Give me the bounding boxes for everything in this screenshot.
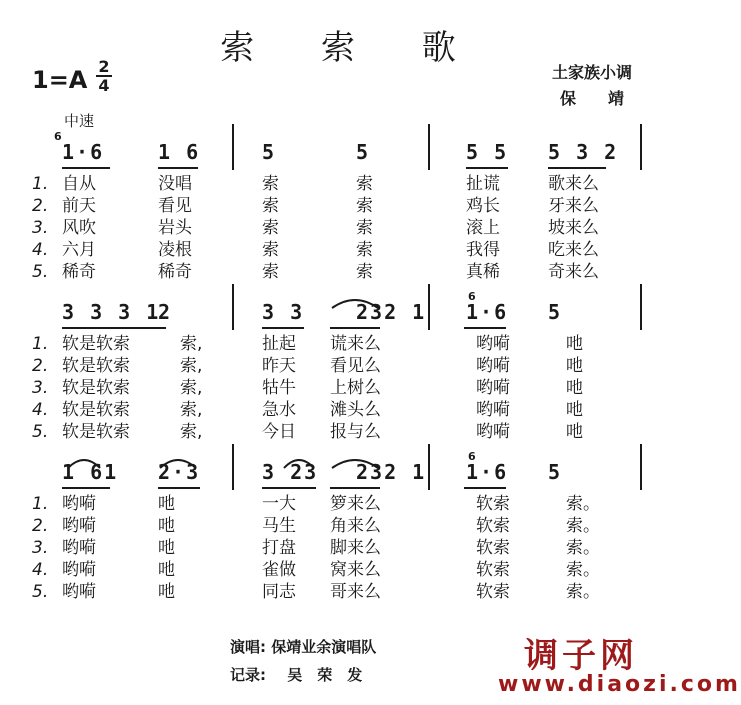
- lyric-text: 稀奇: [158, 262, 192, 282]
- lyric-text: 软是软索: [62, 400, 130, 420]
- lyric-text: 同志: [262, 582, 296, 602]
- grace-note: 6: [468, 290, 476, 303]
- lyric-text: 吃来么: [548, 240, 599, 260]
- note-group: 2·3: [158, 460, 201, 484]
- note-group: 232 1: [356, 300, 427, 324]
- lyric-text: 牯牛: [262, 378, 296, 398]
- bar-line: [428, 284, 430, 330]
- lyric-text: 我得: [466, 240, 500, 260]
- lyric-text: 软是软索: [62, 334, 130, 354]
- lyric-text: 软索: [476, 582, 510, 602]
- lyric-text: 角来么: [330, 516, 381, 536]
- bar-line: [640, 444, 642, 490]
- lyric-text: 风吹: [62, 218, 96, 238]
- slur-mark: [158, 456, 198, 470]
- song-title: 索 索 歌: [220, 28, 484, 68]
- lyric-text: 看见: [158, 196, 192, 216]
- note-group: 5: [262, 140, 277, 164]
- verse-number: 3.: [32, 538, 49, 558]
- note-group: 5 3 2: [548, 140, 619, 164]
- lyric-text: 索。: [566, 582, 600, 602]
- lyric-text: 上树么: [330, 378, 381, 398]
- lyric-text: 一大: [262, 494, 296, 514]
- lyric-text: 索: [262, 262, 279, 282]
- lyric-text: 歌来么: [548, 174, 599, 194]
- lyric-text: 吔: [158, 560, 175, 580]
- lyric-text: 窝来么: [330, 560, 381, 580]
- lyric-text: 扯谎: [466, 174, 500, 194]
- note-group: 232 1: [356, 460, 427, 484]
- singer-label: 演唱:: [230, 638, 266, 656]
- note-group: 5 5: [466, 140, 509, 164]
- lyric-text: 哟嗬: [62, 560, 96, 580]
- lyric-text: 鸡长: [466, 196, 500, 216]
- verse-number: 4.: [32, 400, 49, 420]
- grace-note: 6: [54, 130, 62, 143]
- beam-underline: [158, 487, 200, 489]
- beam-underline: [332, 487, 356, 489]
- beam-underline: [548, 167, 572, 169]
- lyric-text: 索。: [566, 494, 600, 514]
- lyric-text: 没唱: [158, 174, 192, 194]
- verse-number: 3.: [32, 378, 49, 398]
- singer-name: 保靖业余演唱队: [271, 638, 377, 656]
- verse-number: 4.: [32, 240, 49, 260]
- lyric-text: 滚上: [466, 218, 500, 238]
- lyric-text: 前天: [62, 196, 96, 216]
- lyric-text: 昨天: [262, 356, 296, 376]
- lyric-text: 凌根: [158, 240, 192, 260]
- lyric-text: 今日: [262, 422, 296, 442]
- note-group: 5: [548, 300, 563, 324]
- verse-number: 3.: [32, 218, 49, 238]
- slur-mark: [330, 456, 380, 470]
- lyric-text: 坡来么: [548, 218, 599, 238]
- lyric-text: 索,: [180, 334, 203, 354]
- lyric-text: 索: [262, 174, 279, 194]
- beam-underline: [86, 487, 110, 489]
- lyric-text: 索: [356, 240, 373, 260]
- lyric-text: 脚来么: [330, 538, 381, 558]
- lyric-text: 牙来么: [548, 196, 599, 216]
- lyric-text: 吔: [566, 400, 583, 420]
- lyric-text: 六月: [62, 240, 96, 260]
- lyric-text: 急水: [262, 400, 296, 420]
- lyric-text: 吔: [566, 422, 583, 442]
- slur-mark: [66, 456, 102, 470]
- lyric-text: 马生: [262, 516, 296, 536]
- verse-number: 1.: [32, 174, 49, 194]
- lyric-text: 索: [356, 262, 373, 282]
- lyric-text: 索: [262, 240, 279, 260]
- lyric-text: 索: [356, 218, 373, 238]
- bar-line: [232, 444, 234, 490]
- bar-line: [428, 124, 430, 170]
- key-signature: 1=A: [32, 66, 88, 94]
- beam-underline: [158, 167, 198, 169]
- recorder-name: 吴 荣 发: [287, 666, 363, 684]
- note-group: 1·6: [62, 140, 105, 164]
- bar-line: [232, 284, 234, 330]
- lyric-text: 自从: [62, 174, 96, 194]
- note-group: 2: [158, 300, 173, 324]
- slur-mark: [330, 296, 380, 310]
- verse-number: 2.: [32, 196, 49, 216]
- watermark-url: www.diaozi.com: [498, 672, 741, 697]
- lyric-text: 雀做: [262, 560, 296, 580]
- lyric-text: 扯起: [262, 334, 296, 354]
- lyric-text: 索。: [566, 560, 600, 580]
- lyric-text: 哟嗬: [476, 378, 510, 398]
- note-group: 1 6: [158, 140, 201, 164]
- lyric-text: 哟嗬: [62, 494, 96, 514]
- lyric-text: 岩头: [158, 218, 192, 238]
- lyric-text: 谎来么: [330, 334, 381, 354]
- beam-underline: [262, 327, 304, 329]
- meter-bottom: 4: [98, 76, 110, 95]
- beam-underline: [464, 487, 506, 489]
- verse-number: 2.: [32, 516, 49, 536]
- lyric-text: 哟嗬: [62, 538, 96, 558]
- lyric-text: 滩头么: [330, 400, 381, 420]
- genre-label: 土家族小调: [552, 63, 633, 82]
- lyric-text: 吔: [566, 334, 583, 354]
- note-group: 5: [356, 140, 371, 164]
- verse-number: 5.: [32, 262, 49, 282]
- beam-underline: [464, 327, 506, 329]
- lyric-text: 吔: [158, 516, 175, 536]
- lyric-text: 索。: [566, 538, 600, 558]
- lyric-text: 索: [262, 218, 279, 238]
- lyric-text: 软索: [476, 494, 510, 514]
- lyric-text: 哟嗬: [476, 356, 510, 376]
- verse-number: 1.: [32, 334, 49, 354]
- lyric-text: 吔: [158, 538, 175, 558]
- note-group: 3 3: [262, 300, 305, 324]
- lyric-text: 哟嗬: [62, 516, 96, 536]
- lyric-text: 哟嗬: [476, 334, 510, 354]
- lyric-text: 吔: [158, 582, 175, 602]
- beam-underline: [62, 327, 166, 329]
- lyric-text: 软是软索: [62, 422, 130, 442]
- beam-underline: [466, 167, 508, 169]
- lyric-text: 奇来么: [548, 262, 599, 282]
- lyric-text: 打盘: [262, 538, 296, 558]
- recorder-credit: [230, 664, 362, 685]
- lyric-text: 稀奇: [62, 262, 96, 282]
- note-group: 3 23: [262, 460, 319, 484]
- lyric-text: 吔: [158, 494, 175, 514]
- lyric-text: 哟嗬: [476, 400, 510, 420]
- lyric-text: 真稀: [466, 262, 500, 282]
- bar-line: [428, 444, 430, 490]
- lyric-text: 吔: [566, 356, 583, 376]
- lyric-text: 哥来么: [330, 582, 381, 602]
- lyric-text: 哟嗬: [476, 422, 510, 442]
- lyric-text: 软索: [476, 538, 510, 558]
- lyric-text: 看见么: [330, 356, 381, 376]
- lyric-text: 软是软索: [62, 356, 130, 376]
- meter-top: 2: [98, 57, 110, 76]
- note-group: 1 61: [62, 460, 119, 484]
- lyric-text: 哟嗬: [62, 582, 96, 602]
- verse-number: 5.: [32, 582, 49, 602]
- lyric-text: 软索: [476, 560, 510, 580]
- time-signature: [94, 58, 114, 94]
- singer-credit: [230, 636, 376, 657]
- bar-line: [640, 124, 642, 170]
- lyric-text: 索,: [180, 422, 203, 442]
- beam-underline: [62, 167, 110, 169]
- lyric-text: 箩来么: [330, 494, 381, 514]
- bar-line: [640, 284, 642, 330]
- verse-number: 4.: [32, 560, 49, 580]
- note-group: 5: [548, 460, 563, 484]
- lyric-text: 软索: [476, 516, 510, 536]
- lyric-text: 索,: [180, 356, 203, 376]
- lyric-text: 索: [262, 196, 279, 216]
- lyric-text: 索,: [180, 400, 203, 420]
- tempo-marking: 中速: [64, 112, 95, 130]
- verse-number: 5.: [32, 422, 49, 442]
- grace-note: 6: [468, 450, 476, 463]
- note-group: 1·6: [466, 460, 509, 484]
- watermark-logo: 调子网: [524, 636, 638, 676]
- lyric-text: 软是软索: [62, 378, 130, 398]
- lyric-text: 报与么: [330, 422, 381, 442]
- beam-underline: [290, 487, 316, 489]
- lyric-text: 索。: [566, 516, 600, 536]
- slur-mark: [282, 456, 316, 470]
- note-group: 3 3 3 1: [62, 300, 161, 324]
- bar-line: [232, 124, 234, 170]
- lyric-text: 吔: [566, 378, 583, 398]
- beam-underline: [332, 327, 356, 329]
- lyric-text: 索,: [180, 378, 203, 398]
- lyric-text: 索: [356, 196, 373, 216]
- recorder-label: 记录:: [230, 666, 266, 684]
- note-group: 1·6: [466, 300, 509, 324]
- verse-number: 2.: [32, 356, 49, 376]
- author-label: 保 靖: [560, 89, 625, 108]
- verse-number: 1.: [32, 494, 49, 514]
- lyric-text: 索: [356, 174, 373, 194]
